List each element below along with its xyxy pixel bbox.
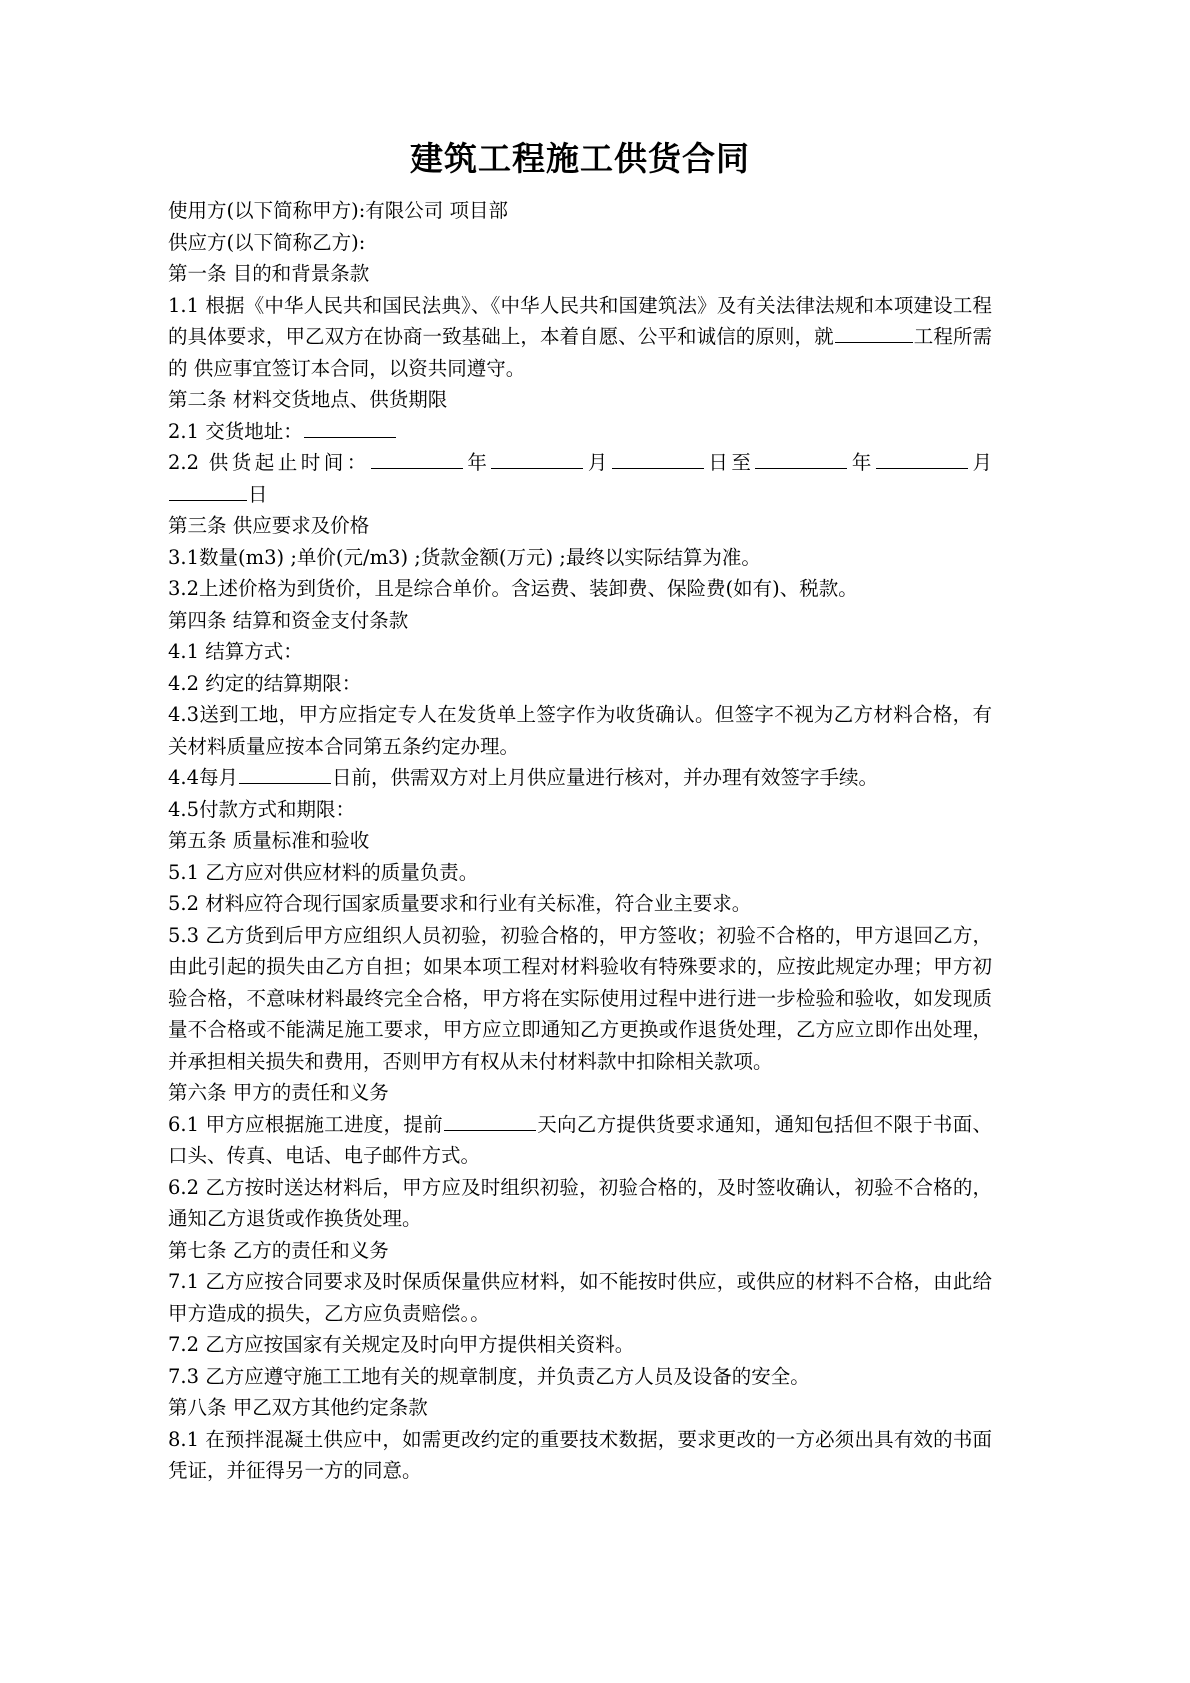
unit-start-day: 日至	[704, 451, 755, 475]
clause-7-2: 7.2 乙方应按国家有关规定及时向甲方提供相关资料。	[168, 1333, 635, 1357]
unit-end-day: 日	[248, 482, 268, 506]
fill-blank-delivery-address[interactable]	[304, 416, 396, 437]
party-line-buyer: 使用方(以下简称甲方):有限公司 项目部	[168, 199, 508, 223]
section-heading-3: 第三条 供应要求及价格	[168, 514, 370, 538]
fill-blank-start-day[interactable]	[612, 448, 704, 469]
clause-6-1-text-b: 天向乙方提供货要求通知，通知包括但不限于书面、口头、传真、电话、电子邮件方式。	[168, 1112, 992, 1168]
clause-2-1	[168, 416, 992, 448]
clause-5-3: 5.3 乙方货到后甲方应组织人员初验，初验合格的，甲方签收；初验不合格的，甲方退回乙方，由此引起的损失由乙方自担；如果本项工程对材料验收有特殊要求的，应按此规定办理；甲方初验合格，不意味材料最终完全合格，甲方将在实际使用过程中进行进一步检验和验收，如发现质量不合格或不能满足施工要求，甲方应立即通知乙方更换或作退货处理，乙方应立即作出处理，并承担相关损失和费用，否则甲方有权从未付材料款中扣除相关款项。	[168, 923, 992, 1073]
clause-5-1: 5.1 乙方应对供应材料的质量负责。	[168, 860, 479, 884]
clause-4-4-text-a: 4.4每月	[168, 766, 239, 790]
clause-7-3: 7.3 乙方应遵守施工工地有关的规章制度，并负责乙方人员及设备的安全。	[168, 1364, 810, 1388]
unit-end-month: 月	[968, 451, 992, 475]
clause-5-2: 5.2 材料应符合现行国家质量要求和行业有关标准，符合业主要求。	[168, 892, 752, 916]
clause-3-2: 3.2上述价格为到货价，且是综合单价。含运费、装卸费、保险费(如有)、税款。	[168, 577, 858, 601]
section-heading-5: 第五条 质量标准和验收	[168, 829, 370, 853]
fill-blank-advance-days[interactable]	[444, 1109, 536, 1130]
clause-3-1: 3.1数量(m3) ;单价(元/m3) ;货款金额(万元) ;最终以实际结算为准。	[168, 545, 761, 569]
fill-blank-reconcile-day[interactable]	[239, 763, 331, 784]
clause-6-1-text-a: 6.1 甲方应根据施工进度，提前	[168, 1112, 443, 1136]
clause-1-1-text-b: 工程所需的 供应事宜签订本合同，以资共同遵守。	[168, 325, 992, 380]
unit-start-year: 年	[463, 451, 491, 475]
fill-blank-end-day[interactable]	[169, 479, 247, 500]
unit-end-year: 年	[848, 451, 875, 475]
clause-2-2-label: 2.2 供货起止时间：	[168, 451, 370, 475]
unit-start-month: 月	[584, 451, 611, 475]
fill-blank-start-month[interactable]	[491, 448, 583, 469]
document-body	[168, 138, 992, 1487]
section-heading-6: 第六条 甲方的责任和义务	[168, 1081, 389, 1105]
section-heading-2: 第二条 材料交货地点、供货期限	[168, 388, 448, 412]
clause-6-2: 6.2 乙方按时送达材料后，甲方应及时组织初验，初验合格的，及时签收确认，初验不合格的，通知乙方退货或作换货处理。	[168, 1175, 992, 1231]
clause-4-4	[168, 762, 992, 794]
clause-7-1: 7.1 乙方应按合同要求及时保质保量供应材料，如不能按时供应，或供应的材料不合格，由此给甲方造成的损失，乙方应负责赔偿。。	[168, 1270, 992, 1325]
section-heading-1: 第一条 目的和背景条款	[168, 262, 370, 286]
clause-4-3: 4.3送到工地，甲方应指定专人在发货单上签字作为收货确认。但签字不视为乙方材料合格，有关材料质量应按本合同第五条约定办理。	[168, 703, 992, 758]
section-heading-7: 第七条 乙方的责任和义务	[168, 1238, 389, 1262]
clause-4-1: 4.1 结算方式：	[168, 640, 303, 664]
party-line-supplier: 供应方(以下简称乙方):	[168, 230, 366, 254]
clause-6-1	[168, 1109, 992, 1172]
clause-1-1	[168, 290, 992, 385]
clause-1-1-text-a: 1.1 根据《中华人民共和国民法典》、《中华人民共和国建筑法》及有关法律法规和本项建设工程的具体要求，甲乙双方在协商一致基础上，本着自愿、公平和诚信的原则，就	[168, 293, 992, 349]
clause-4-2: 4.2 约定的结算期限：	[168, 671, 362, 695]
page-title: 建筑工程施工供货合同	[410, 139, 750, 178]
fill-blank-end-year[interactable]	[755, 448, 847, 469]
fill-blank-project-name[interactable]	[835, 322, 913, 343]
clause-2-1-label: 2.1 交货地址：	[168, 419, 303, 443]
section-heading-8: 第八条 甲乙双方其他约定条款	[168, 1396, 428, 1420]
fill-blank-start-year[interactable]	[371, 448, 463, 469]
section-heading-4: 第四条 结算和资金支付条款	[168, 608, 409, 632]
clause-4-5: 4.5付款方式和期限：	[168, 797, 356, 821]
clause-4-4-text-b: 日前，供需双方对上月供应量进行核对，并办理有效签字手续。	[332, 766, 879, 790]
clause-2-2	[168, 447, 992, 510]
clause-8-1: 8.1 在预拌混凝土供应中，如需更改约定的重要技术数据，要求更改的一方必须出具有效的书面凭证，并征得另一方的同意。	[168, 1427, 992, 1483]
fill-blank-end-month[interactable]	[876, 448, 968, 469]
